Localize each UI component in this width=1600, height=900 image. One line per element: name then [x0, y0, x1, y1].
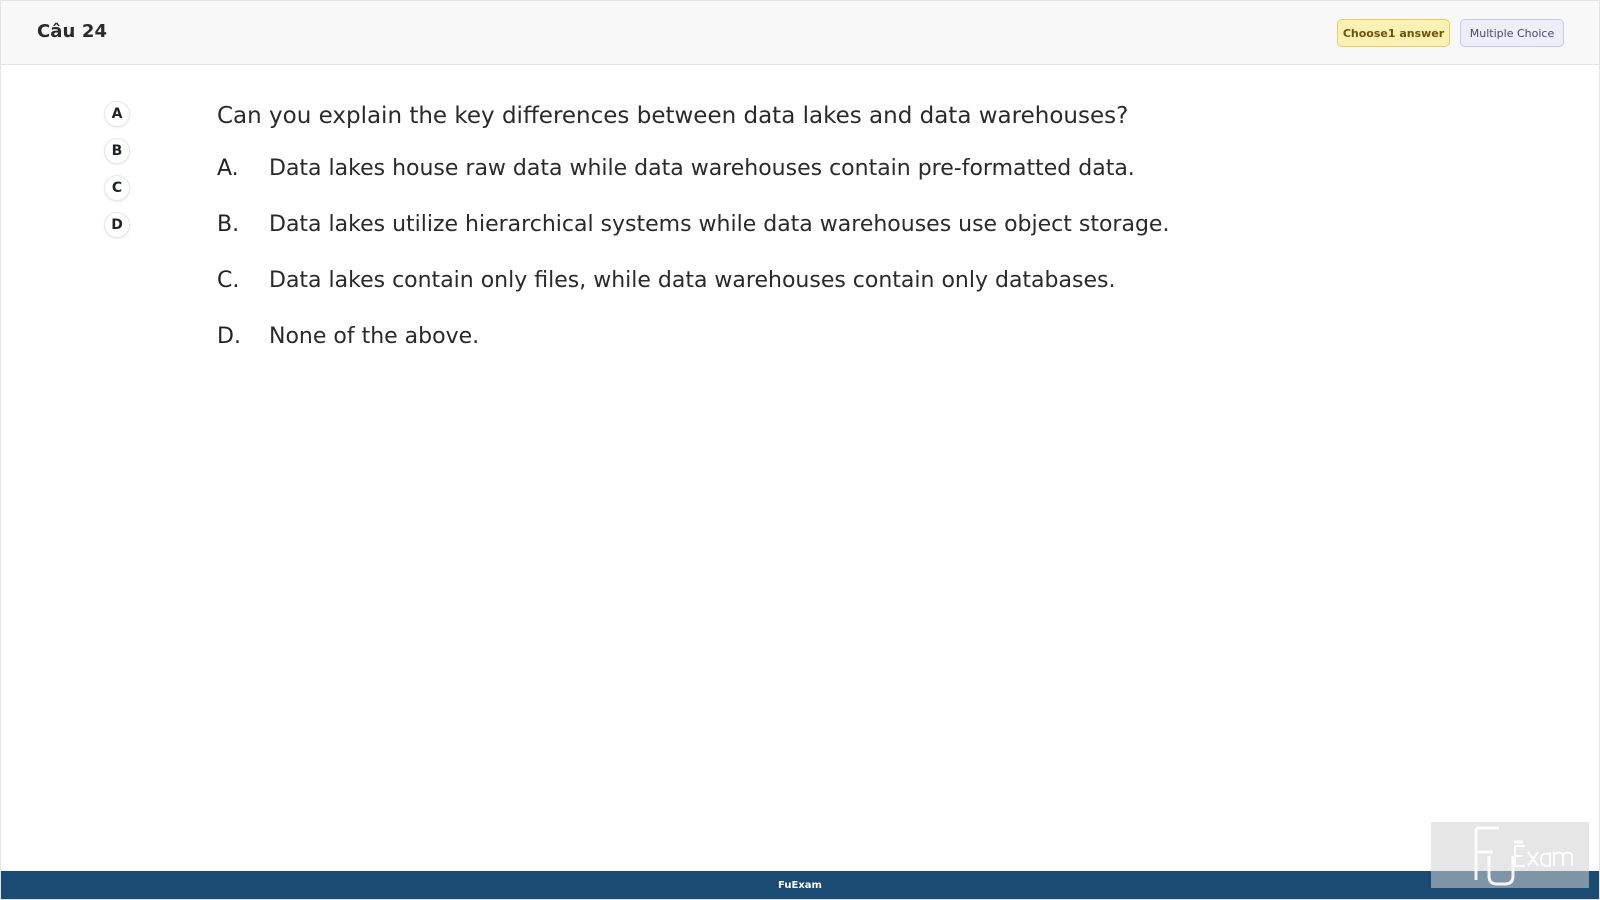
fuexam-watermark-logo — [1431, 822, 1589, 888]
choose-answer-badge: Choose1 answer — [1337, 19, 1450, 47]
answer-letter: A. — [217, 156, 239, 181]
answer-option-d[interactable] — [217, 324, 1417, 356]
fuexam-logo-icon — [1431, 822, 1589, 888]
answer-letter: C. — [217, 268, 240, 293]
quick-select-b[interactable]: B — [104, 138, 130, 164]
question-text: Can you explain the key differences between data lakes and data warehouses? — [217, 103, 1129, 129]
footer-bar — [1, 871, 1599, 899]
question-header — [1, 1, 1599, 65]
answer-text: Data lakes utilize hierarchical systems while data warehouses use object storage. — [269, 212, 1170, 237]
answer-letter: D. — [217, 324, 241, 349]
answer-text: None of the above. — [269, 324, 480, 349]
answer-option-c[interactable] — [217, 268, 1417, 300]
quick-select-d[interactable]: D — [104, 212, 130, 238]
footer-brand: FuExam — [778, 879, 822, 891]
answer-letter: B. — [217, 212, 240, 237]
answer-text: Data lakes contain only files, while data warehouses contain only databases. — [269, 268, 1116, 293]
answer-quick-select — [104, 101, 130, 249]
question-block — [217, 100, 1417, 380]
answer-text: Data lakes house raw data while data warehouses contain pre-formatted data. — [269, 156, 1135, 181]
quick-select-a[interactable]: A — [104, 101, 130, 127]
answer-option-a[interactable] — [217, 156, 1417, 188]
question-type-badge: Multiple Choice — [1460, 19, 1564, 47]
answer-option-b[interactable] — [217, 212, 1417, 244]
quick-select-c[interactable]: C — [104, 175, 130, 201]
question-number: Câu 24 — [37, 21, 108, 42]
